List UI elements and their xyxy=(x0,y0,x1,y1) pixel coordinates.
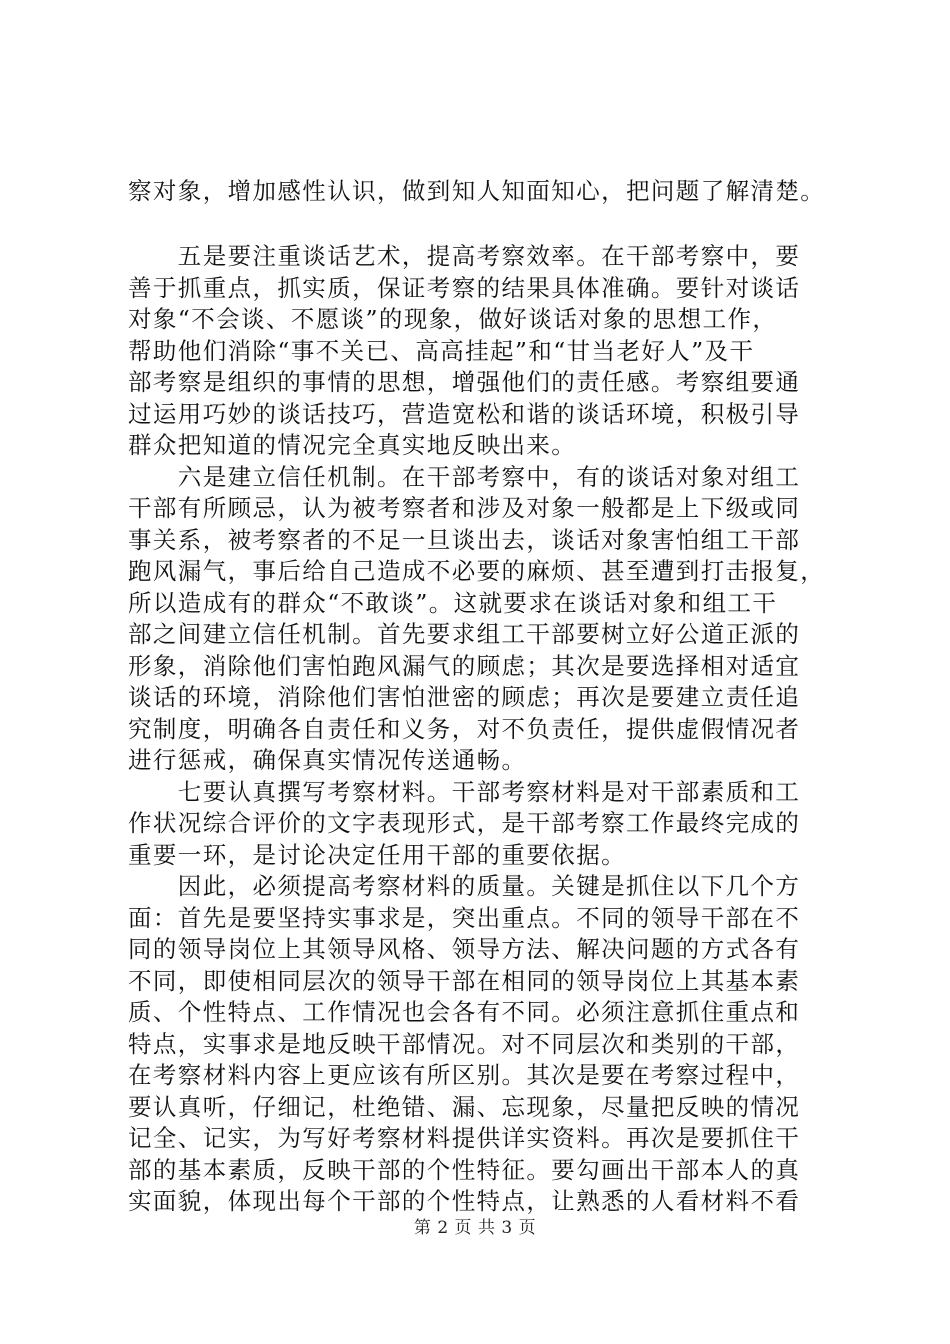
text-line: 部之间建立信任机制。首先要求组工干部要树立好公道正派的 xyxy=(128,620,801,648)
text-line: 察对象，增加感性认识，做到知人知面知心，把问题了解清楚。 xyxy=(128,177,826,205)
text-line: 干部有所顾忌，认为被考察者和涉及对象一般都是上下级或同 xyxy=(128,494,801,522)
text-line: 部考察是组织的事情的思想，增强他们的责任感。考察组要通 xyxy=(128,368,801,396)
text-line: 要认真听，仔细记，杜绝错、漏、忘现象，尽量把反映的情况 xyxy=(128,1092,801,1121)
text-line: 六是建立信任机制。在干部考察中，有的谈话对象对组工 xyxy=(128,462,801,491)
text-line: 群众把知道的情况完全真实地反映出来。 xyxy=(128,431,577,459)
text-line: 部的基本素质，反映干部的个性特征。要勾画出干部本人的真 xyxy=(128,1155,801,1184)
text-line: 作状况综合评价的文字表现形式，是干部考察工作最终完成的 xyxy=(128,809,801,837)
paragraph-continuation xyxy=(128,176,840,208)
text-line: 特点，实事求是地反映干部情况。对不同层次和类别的干部， xyxy=(128,1029,801,1058)
page-number-footer: 第 2 页 共 3 页 xyxy=(413,1218,537,1238)
text-line: 究制度，明确各自责任和义务，对不负责任，提供虚假情况者 xyxy=(128,714,801,743)
text-line: 因此，必须提高考察材料的质量。关键是抓住以下几个方 xyxy=(128,872,801,900)
text-line: 实面貌，体现出每个干部的个性特点，让熟悉的人看材料不看 xyxy=(128,1187,801,1215)
text-line: 质、个性特点、工作情况也会各有不同。必须注意抓住重点和 xyxy=(128,998,801,1026)
text-line: 善于抓重点，抓实质，保证考察的结果具体准确。要针对谈话 xyxy=(128,273,801,302)
text-line: 所以造成有的群众“不敢谈”。这就要求在谈话对象和组工干 xyxy=(128,588,778,617)
text-line: 对象“不会谈、不愿谈”的现象，做好谈话对象的思想工作， xyxy=(128,305,778,333)
text-line: 在考察材料内容上更应该有所区别。其次是要在考察过程中， xyxy=(128,1061,801,1089)
text-line: 不同，即使相同层次的领导干部在相同的领导岗位上其基本素 xyxy=(128,966,801,995)
text-line: 过运用巧妙的谈话技巧，营造宽松和谐的谈话环境，积极引导 xyxy=(128,399,801,428)
text-line: 面：首先是要坚持实事求是，突出重点。不同的领导干部在不 xyxy=(128,903,801,932)
text-line: 记全、记实，为写好考察材料提供详实资料。再次是要抓住干 xyxy=(128,1124,801,1152)
text-line: 帮助他们消除“事不关已、高高挂起”和“甘当老好人”及干 xyxy=(128,336,755,365)
text-line: 进行惩戒，确保真实情况传送通畅。 xyxy=(128,746,527,774)
text-line: 形象，消除他们害怕跑风漏气的顾虑；其次是要选择相对适宜 xyxy=(128,651,801,680)
document-body xyxy=(128,241,840,1218)
text-line: 事关系，被考察者的不足一旦谈出去，谈话对象害怕组工干部 xyxy=(128,525,801,554)
text-line: 七要认真撰写考察材料。干部考察材料是对干部素质和工 xyxy=(128,777,801,806)
text-line: 跑风漏气，事后给自己造成不必要的麻烦、甚至遭到打击报复， xyxy=(128,557,826,585)
text-line: 重要一环，是讨论决定任用干部的重要依据。 xyxy=(128,840,626,869)
text-line: 五是要注重谈话艺术，提高考察效率。在干部考察中，要 xyxy=(128,242,801,270)
text-line: 谈话的环境，消除他们害怕泄密的顾虑；再次是要建立责任追 xyxy=(128,683,801,711)
text-line: 同的领导岗位上其领导风格、领导方法、解决问题的方式各有 xyxy=(128,935,801,963)
